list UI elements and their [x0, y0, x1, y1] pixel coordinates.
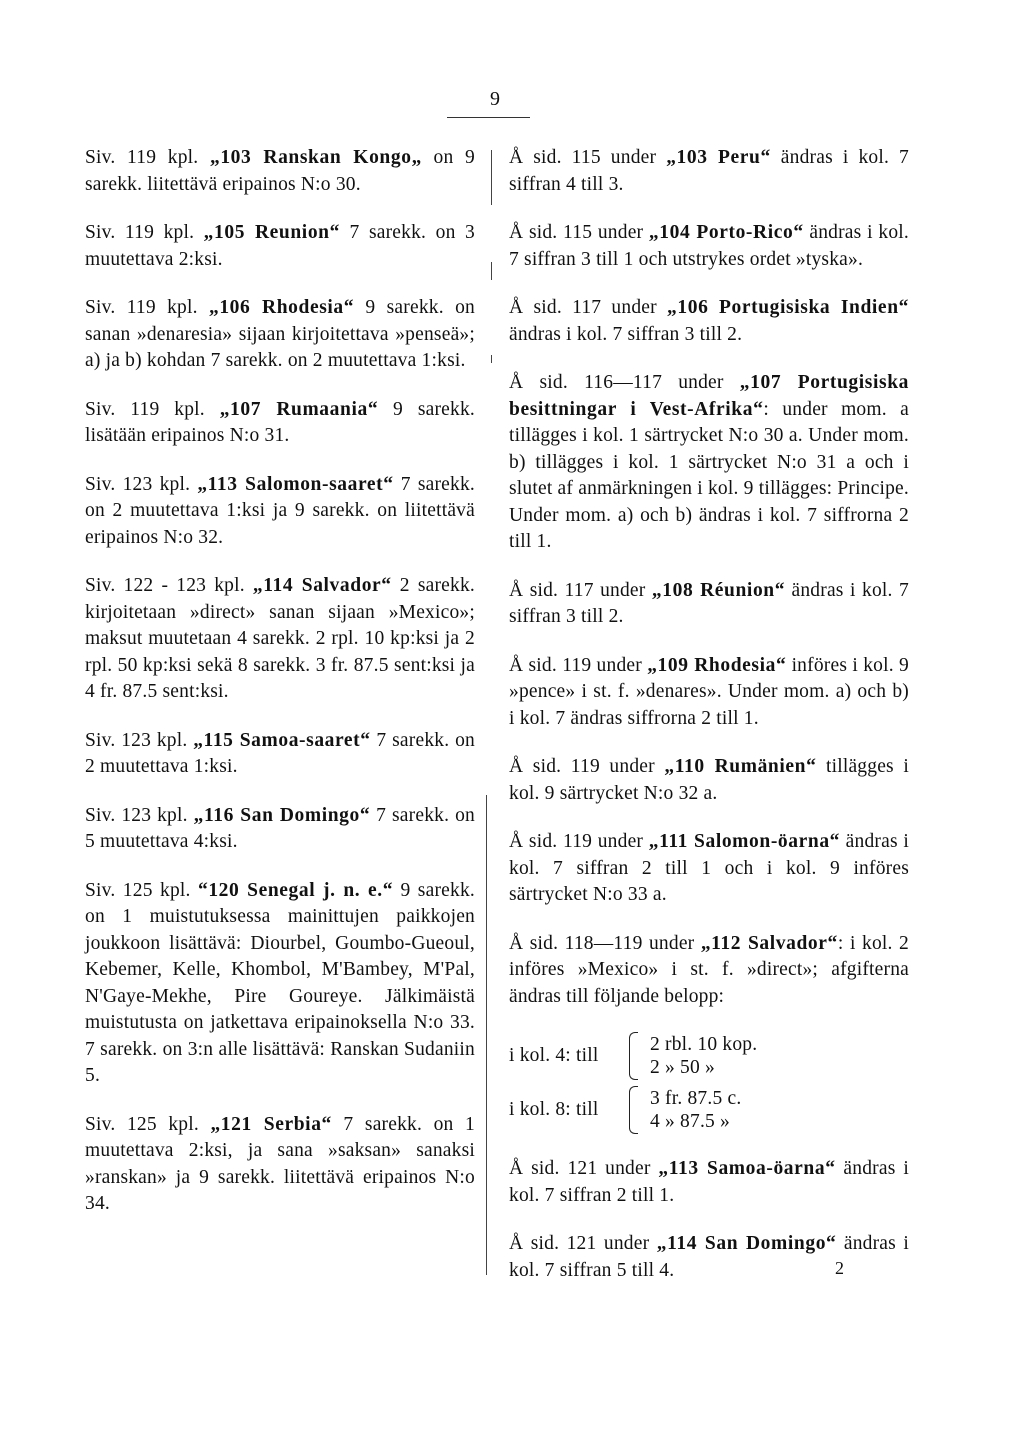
paragraph-lead: Siv. 119 kpl. — [85, 297, 209, 318]
paragraph-lead: Å sid. 117 under — [509, 579, 652, 601]
column-divider — [486, 795, 487, 1275]
header-rule — [447, 117, 530, 118]
paragraph-lead: Å sid. 115 under — [509, 222, 649, 243]
paragraph — [85, 145, 475, 198]
entry-heading: „113 Salomon-saaret“ — [197, 473, 394, 495]
paragraph — [85, 728, 475, 781]
paragraph-body: 7 sarekk. on 2 muutettava 1:ksi. — [85, 729, 475, 777]
fee-label: i kol. 8: till — [509, 1098, 599, 1120]
paragraph — [85, 295, 475, 375]
paragraph-body: ändras i kol. 7 siffran 3 till 2. — [509, 579, 909, 627]
paragraph-body: : i kol. 2 införes »Mexico» i st. f. »direct»; afgifterna ändras till följande belopp: — [509, 932, 909, 1007]
fee-row — [509, 1086, 909, 1134]
paragraph-lead: Siv. 119 kpl. — [85, 147, 210, 168]
page-number: 9 — [490, 88, 500, 110]
paragraph — [509, 931, 909, 1011]
column-divider — [491, 150, 492, 205]
paragraph-body: ändras i kol. 7 siffran 2 till 1 och i kol. 9 införes särtrycket N:o 33 a. — [509, 831, 909, 905]
paragraph-body: on 9 sarekk. liitettävä eripainos N:o 30. — [85, 147, 476, 195]
paragraph-lead: Å sid. 119 under — [509, 831, 649, 852]
paragraph — [85, 1112, 475, 1218]
paragraph-lead: Å sid. 121 under — [509, 1233, 657, 1254]
fee-row — [509, 1032, 909, 1080]
signature-mark: 2 — [835, 1258, 844, 1278]
paragraph-lead: Å sid. 115 under — [509, 147, 667, 168]
paragraph — [85, 878, 475, 1090]
paragraph-lead: Siv. 119 kpl. — [85, 222, 204, 243]
paragraph-lead: Å sid. 119 under — [509, 756, 665, 777]
paragraph — [85, 472, 475, 552]
paragraph-lead: Å sid. 117 under — [509, 297, 668, 318]
paragraph-lead: Siv. 123 kpl. — [85, 804, 194, 826]
paragraph-body: 2 sarekk. kirjoitetaan »direct» sanan sijaan »Mexico»; maksut muutetaan 4 sarekk. 2 rpl. 10 kp:ksi ja 2 rpl. 50 kp:ksi sekä 8 sarekk. 3 fr. 87.5 sent:ksi ja 4 fr. 87.5 sent:ksi. — [85, 575, 475, 702]
entry-heading: „116 San Domingo“ — [193, 804, 371, 826]
paragraph-body: ändras i kol. 7 siffran 2 till 1. — [509, 1158, 909, 1206]
paragraph-body: ändras i kol. 7 siffran 4 till 3. — [509, 147, 909, 195]
entry-heading: „106 Portugisiska Indien“ — [667, 297, 909, 318]
paragraph-body: : under mom. a tillägges i kol. 1 särtrycket N:o 30 a. Under mom. b) tillägges i kol. 1 särtrycket N:o 31 a och i slutet af anmärkningen i kol. 9 tillägges: Principe. Under mom. a) och b) ändras i kol. 7 siffrorna 2 till 1. — [509, 398, 910, 552]
paragraph-body: 7 sarekk. on 2 muutettava 1:ksi ja 9 sarekk. on liitettävä eripainos N:o 32. — [85, 473, 475, 548]
paragraph-body: ändras i kol. 7 siffran 3 till 1 och utstrykes ordet »tyska». — [509, 222, 909, 270]
paragraph-body: 9 sarekk. on 1 muistutuksessa mainittujen paikkojen joukkoon lisättävä: Diourbel, Goumbo-Gueoul, Kebemer, Kelle, Khombol, M'Bambey, M'Pal, N'Gaye-Mekhe, Pire Goureye. Jälkimäistä muistutusta on jatkettava eripainoksella N:o 33. 7 sarekk. on 3:n alle lisättävä: Ranskan Sudaniin 5. — [85, 879, 475, 1086]
brace-icon — [629, 1032, 638, 1080]
paragraph — [509, 653, 909, 733]
fee-table — [509, 1032, 909, 1134]
paragraph-lead: Å sid. 118—119 under — [509, 932, 701, 954]
entry-heading: „110 Rumänien“ — [664, 756, 817, 777]
paragraph-lead: Siv. 123 kpl. — [85, 729, 194, 751]
entry-heading: „112 Salvador“ — [700, 932, 838, 954]
entry-heading: „104 Porto-Rico“ — [648, 222, 804, 243]
fee-amount: 2 » 50 » — [650, 1057, 715, 1078]
paragraph-body: 9 sarekk. lisätään eripainos N:o 31. — [85, 398, 475, 446]
fee-amount: 4 » 87.5 » — [650, 1111, 730, 1132]
paragraph-lead: Siv. 125 kpl. — [85, 1113, 211, 1135]
fee-amount: 3 fr. 87.5 c. — [650, 1088, 742, 1109]
entry-heading: „103 Ranskan Kongo„ — [209, 147, 422, 168]
paragraph-lead: Å sid. 116—117 under — [509, 372, 740, 393]
entry-heading: „114 Salvador“ — [252, 575, 392, 596]
paragraph — [509, 578, 909, 631]
paragraph — [509, 1231, 909, 1284]
entry-heading: „114 San Domingo“ — [656, 1233, 837, 1254]
paragraph-body: 7 sarekk. on 3 muutettava 2:ksi. — [85, 222, 475, 270]
fee-values — [650, 1087, 741, 1133]
entry-heading: „107 Portugisiska besittningar i Vest-Afrika“ — [509, 372, 909, 420]
entry-heading: „105 Reunion“ — [203, 222, 340, 243]
column-divider — [491, 262, 492, 280]
paragraph — [85, 803, 475, 856]
paragraph — [85, 573, 475, 706]
entry-heading: „108 Réunion“ — [651, 579, 786, 601]
entry-heading: „121 Serbia“ — [210, 1113, 332, 1135]
entry-heading: „109 Rhodesia“ — [647, 654, 787, 676]
paragraph-body: ändras i kol. 7 siffran 3 till 2. — [509, 323, 743, 345]
left-column — [85, 145, 475, 1240]
entry-heading: “120 Senegal j. n. e.“ — [197, 879, 394, 901]
paragraph — [509, 295, 909, 348]
paragraph-body: ändras i kol. 7 siffran 5 till 4. — [509, 1233, 910, 1281]
paragraph-lead: Siv. 119 kpl. — [85, 398, 220, 420]
paragraph-lead: Å sid. 119 under — [509, 654, 648, 676]
paragraph-lead: Siv. 122 - 123 kpl. — [85, 575, 253, 596]
paragraph-lead: Siv. 125 kpl. — [85, 879, 198, 901]
paragraph — [509, 220, 909, 273]
entry-heading: „106 Rhodesia“ — [208, 297, 355, 318]
paragraph-lead: Å sid. 121 under — [509, 1158, 659, 1179]
paragraph — [509, 754, 909, 807]
paragraph-body: 9 sarekk. on sanan »denaresia» sijaan kirjoitettava »penseä»; a) ja b) kohdan 7 sarekk. on 2 muutettava 1:ksi. — [85, 297, 475, 371]
column-divider — [491, 355, 492, 363]
entry-heading: „113 Samoa-öarna“ — [658, 1158, 836, 1179]
paragraph — [509, 145, 909, 198]
paragraph-body: tillägges i kol. 9 särtrycket N:o 32 a. — [509, 756, 909, 804]
right-column — [509, 145, 909, 1306]
fee-amount: 2 rbl. 10 kop. — [650, 1034, 758, 1055]
paragraph-body: införes i kol. 9 »pence» i st. f. »denares». Under mom. a) och b) i kol. 7 ändras siffrorna 2 till 1. — [509, 654, 909, 729]
entry-heading: „111 Salomon-öarna“ — [648, 831, 841, 852]
paragraph — [509, 829, 909, 909]
paragraph — [85, 220, 475, 273]
paragraph — [509, 370, 909, 556]
paragraph-body: 7 sarekk. on 5 muutettava 4:ksi. — [85, 804, 475, 852]
fee-label: i kol. 4: till — [509, 1044, 599, 1066]
brace-icon — [629, 1086, 638, 1134]
entry-heading: „115 Samoa-saaret“ — [193, 729, 371, 751]
paragraph — [85, 397, 475, 450]
paragraph-lead: Siv. 123 kpl. — [85, 473, 198, 495]
fee-values — [650, 1033, 757, 1079]
paragraph-body: 7 sarekk. on 1 muutettava 2:ksi, ja sana »saksan» sanaksi »ranskan» ja 9 sarekk. liitettävä eripainos N:o 34. — [85, 1113, 475, 1214]
entry-heading: „103 Peru“ — [666, 147, 771, 168]
entry-heading: „107 Rumaania“ — [219, 398, 379, 420]
paragraph — [509, 1156, 909, 1209]
